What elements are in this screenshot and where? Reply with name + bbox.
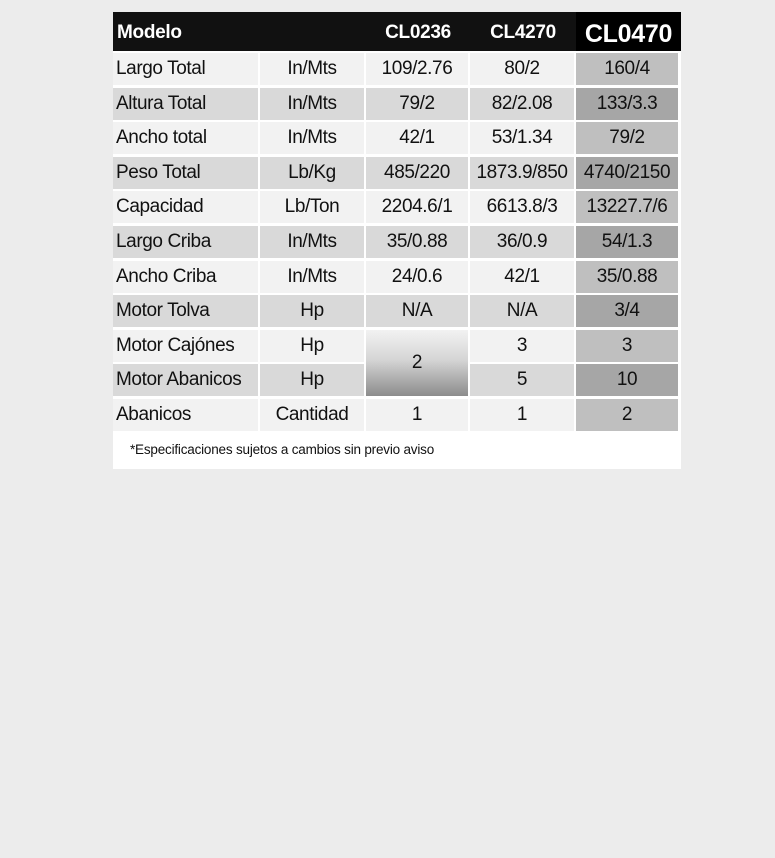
row-value: 13227.7/6	[576, 191, 678, 223]
row-value: 35/0.88	[576, 261, 678, 293]
header-model-cl4270: CL4270	[490, 22, 556, 43]
table-header	[113, 12, 681, 51]
row-unit: In/Mts	[260, 122, 364, 154]
row-value: 42/1	[470, 261, 574, 293]
header-model-cl0236: CL0236	[385, 22, 451, 43]
row-label: Abanicos	[113, 399, 258, 431]
row-value: 1	[366, 399, 468, 431]
row-label: Ancho total	[113, 122, 258, 154]
row-label: Altura Total	[113, 88, 258, 120]
row-label: Motor Cajónes	[113, 330, 258, 362]
row-label: Peso Total	[113, 157, 258, 189]
row-value: 2204.6/1	[366, 191, 468, 223]
row-value: 1873.9/850	[470, 157, 574, 189]
row-unit: In/Mts	[260, 226, 364, 258]
row-unit: In/Mts	[260, 88, 364, 120]
row-label: Ancho Criba	[113, 261, 258, 293]
row-value: 2	[576, 399, 678, 431]
row-value: 1	[470, 399, 574, 431]
spec-table-card	[113, 12, 681, 469]
row-value: 10	[576, 364, 678, 396]
row-value: 5	[470, 364, 574, 396]
row-value: 3	[470, 330, 574, 362]
row-value: 160/4	[576, 53, 678, 85]
row-value: N/A	[366, 295, 468, 327]
row-value: 133/3.3	[576, 88, 678, 120]
row-value: 4740/2150	[576, 157, 678, 189]
row-unit: Cantidad	[260, 399, 364, 431]
row-unit: Lb/Ton	[260, 191, 364, 223]
row-label: Motor Abanicos	[113, 364, 258, 396]
row-unit: Hp	[260, 295, 364, 327]
row-value: 35/0.88	[366, 226, 468, 258]
row-unit: Lb/Kg	[260, 157, 364, 189]
row-value: 109/2.76	[366, 53, 468, 85]
header-model-cl0470: CL0470	[576, 12, 681, 51]
row-value: 53/1.34	[470, 122, 574, 154]
row-value: 3	[576, 330, 678, 362]
row-value: 485/220	[366, 157, 468, 189]
footnote: *Especificaciones sujetos a cambios sin previo aviso	[130, 442, 435, 457]
row-value: 79/2	[366, 88, 468, 120]
row-value: 79/2	[576, 122, 678, 154]
row-value: 3/4	[576, 295, 678, 327]
row-value-merged: 2	[366, 330, 468, 397]
header-model-label: Modelo	[117, 22, 182, 43]
row-value: N/A	[470, 295, 574, 327]
row-label: Largo Total	[113, 53, 258, 85]
row-label: Largo Criba	[113, 226, 258, 258]
row-unit: Hp	[260, 330, 364, 362]
row-unit: In/Mts	[260, 261, 364, 293]
row-unit: Hp	[260, 364, 364, 396]
row-value: 54/1.3	[576, 226, 678, 258]
row-value: 24/0.6	[366, 261, 468, 293]
row-value: 36/0.9	[470, 226, 574, 258]
row-unit: In/Mts	[260, 53, 364, 85]
row-label: Capacidad	[113, 191, 258, 223]
row-value: 42/1	[366, 122, 468, 154]
row-label: Motor Tolva	[113, 295, 258, 327]
row-value: 6613.8/3	[470, 191, 574, 223]
row-value: 82/2.08	[470, 88, 574, 120]
row-value: 80/2	[470, 53, 574, 85]
